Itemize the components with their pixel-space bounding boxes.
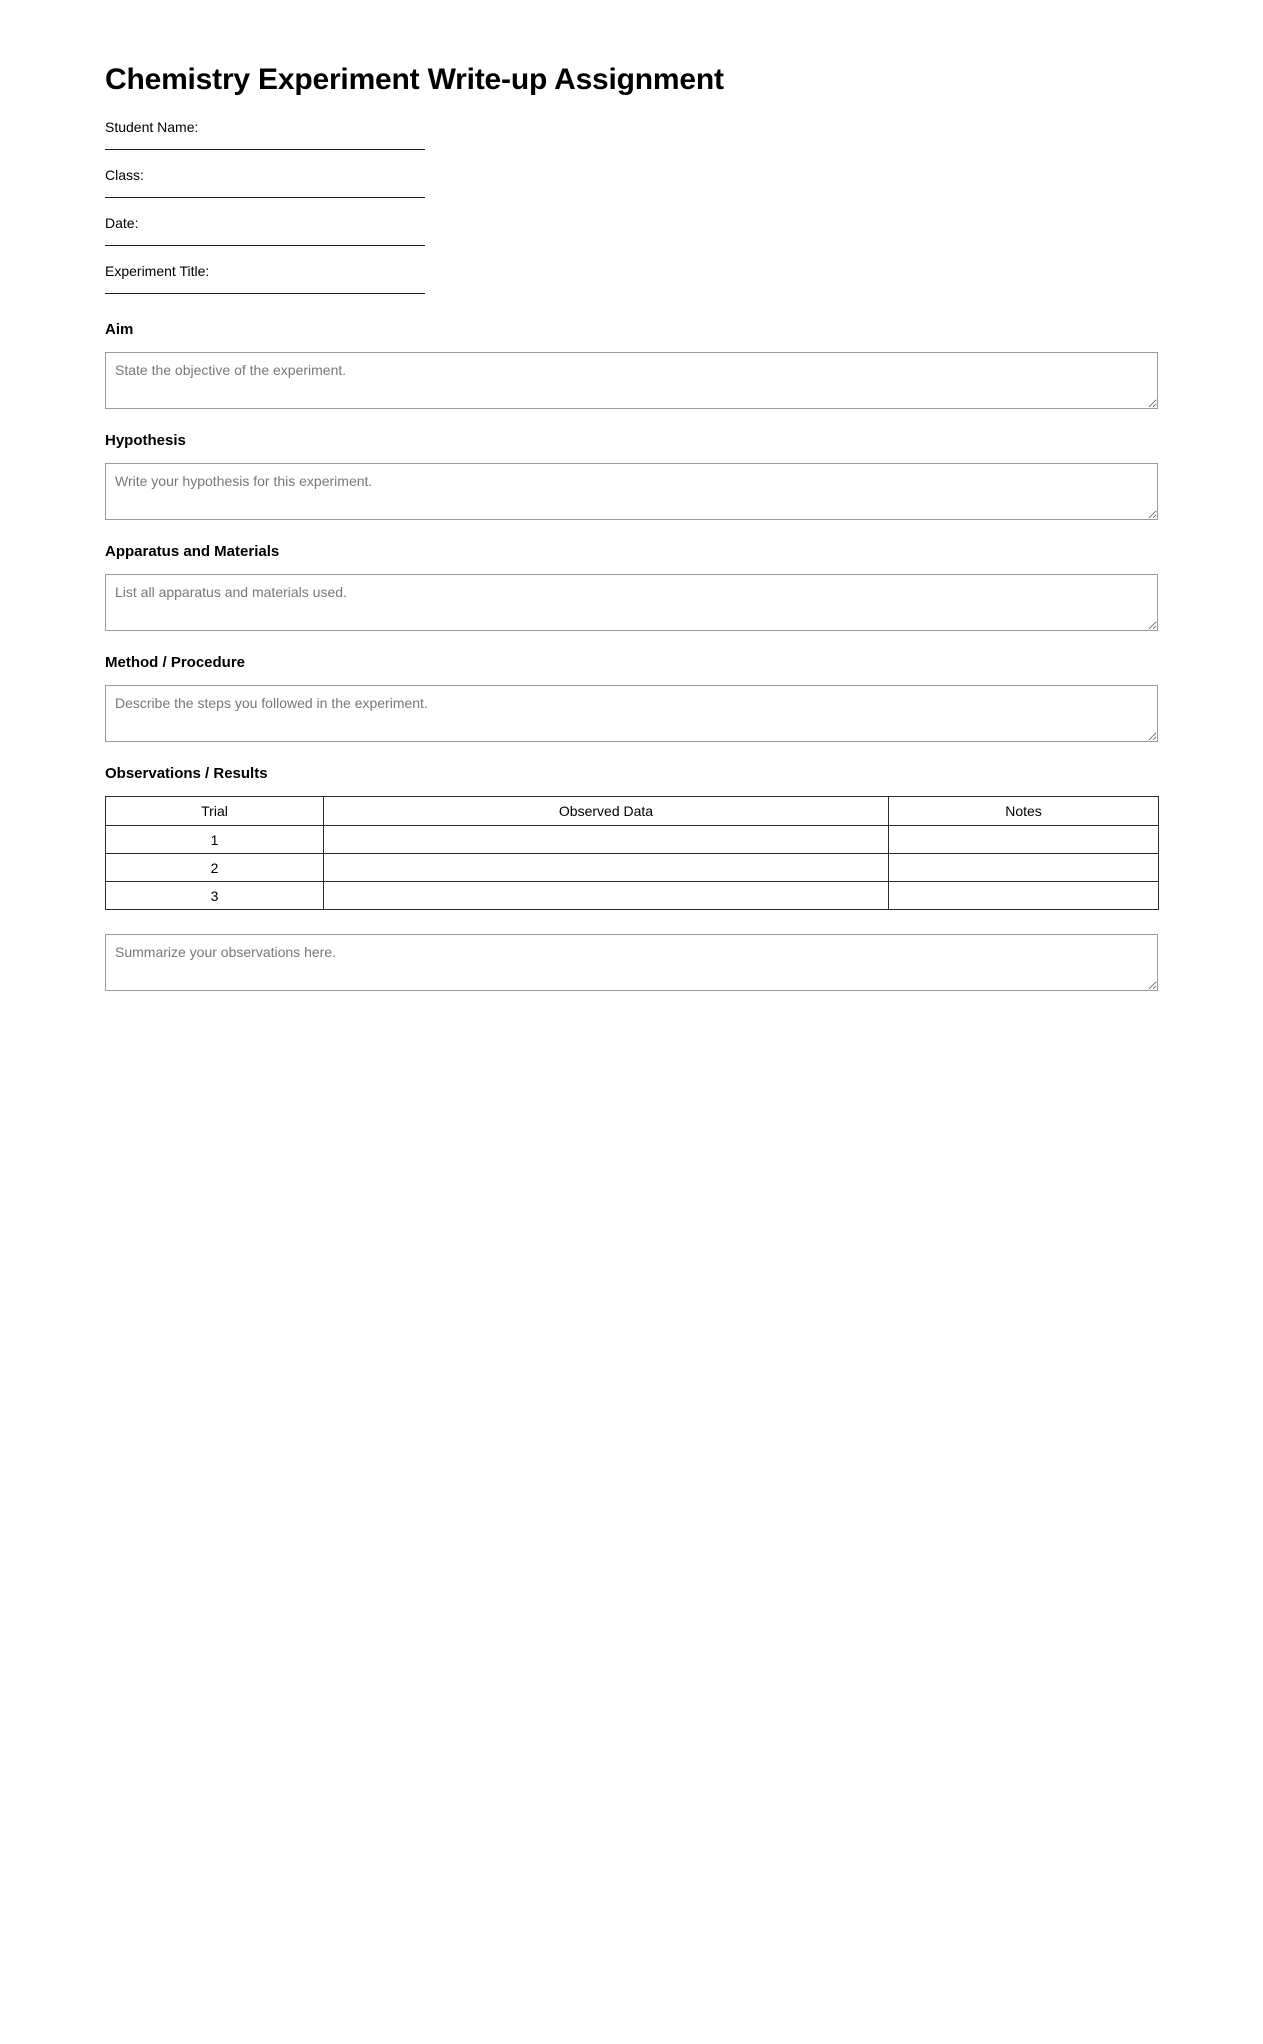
column-header-notes: Notes bbox=[889, 797, 1159, 826]
field-class bbox=[105, 166, 1158, 198]
section-heading-method-procedure: Method / Procedure bbox=[105, 654, 246, 671]
cell-observed-data-3[interactable] bbox=[324, 882, 889, 910]
cell-trial-3: 3 bbox=[106, 882, 324, 910]
observations-table-head bbox=[106, 797, 1159, 826]
cell-observed-data-2[interactable] bbox=[324, 854, 889, 882]
cell-notes-2-value bbox=[889, 859, 1158, 877]
cell-notes-1-value bbox=[889, 831, 1158, 849]
table-header-row bbox=[106, 797, 1159, 826]
write-in-line-class[interactable] bbox=[105, 197, 425, 198]
table-row bbox=[106, 882, 1159, 910]
cell-notes-3[interactable] bbox=[889, 882, 1159, 910]
observations-table bbox=[105, 796, 1159, 910]
section-heading-aim: Aim bbox=[105, 321, 134, 338]
section-method-procedure bbox=[105, 653, 1158, 742]
apparatus-and-materials-textarea[interactable] bbox=[105, 574, 1158, 631]
section-observations-results bbox=[105, 764, 1158, 991]
cell-observed-data-2-value bbox=[324, 859, 888, 877]
table-row bbox=[106, 854, 1159, 882]
identification-fields bbox=[105, 118, 1158, 294]
column-header-observed-data: Observed Data bbox=[324, 797, 889, 826]
section-heading-hypothesis: Hypothesis bbox=[105, 432, 186, 449]
section-apparatus-and-materials bbox=[105, 542, 1158, 631]
field-experiment-title bbox=[105, 262, 1158, 294]
cell-notes-1[interactable] bbox=[889, 826, 1159, 854]
column-header-trial: Trial bbox=[106, 797, 324, 826]
cell-notes-3-value bbox=[889, 887, 1158, 905]
observations-table-body bbox=[106, 826, 1159, 910]
hypothesis-textarea[interactable] bbox=[105, 463, 1158, 520]
section-heading-apparatus-and-materials: Apparatus and Materials bbox=[105, 543, 280, 560]
observations-summary-textarea[interactable] bbox=[105, 934, 1158, 991]
write-in-line-experiment-title[interactable] bbox=[105, 293, 425, 294]
field-label-date: Date: bbox=[105, 215, 139, 231]
method-procedure-textarea[interactable] bbox=[105, 685, 1158, 742]
aim-textarea[interactable] bbox=[105, 352, 1158, 409]
field-label-experiment-title: Experiment Title: bbox=[105, 263, 210, 279]
field-student-name bbox=[105, 118, 1158, 150]
field-label-class: Class: bbox=[105, 167, 144, 183]
cell-observed-data-1-value bbox=[324, 831, 888, 849]
write-in-line-student-name[interactable] bbox=[105, 149, 425, 150]
write-in-line-date[interactable] bbox=[105, 245, 425, 246]
cell-notes-2[interactable] bbox=[889, 854, 1159, 882]
cell-observed-data-1[interactable] bbox=[324, 826, 889, 854]
cell-trial-2: 2 bbox=[106, 854, 324, 882]
table-row bbox=[106, 826, 1159, 854]
section-aim bbox=[105, 320, 1158, 409]
field-label-student-name: Student Name: bbox=[105, 119, 199, 135]
field-date bbox=[105, 214, 1158, 246]
section-heading-observations-results: Observations / Results bbox=[105, 765, 268, 782]
section-hypothesis bbox=[105, 431, 1158, 520]
page-title: Chemistry Experiment Write-up Assignment bbox=[105, 63, 724, 96]
cell-trial-1: 1 bbox=[106, 826, 324, 854]
cell-observed-data-3-value bbox=[324, 887, 888, 905]
observations-summary-wrap bbox=[105, 934, 1158, 991]
